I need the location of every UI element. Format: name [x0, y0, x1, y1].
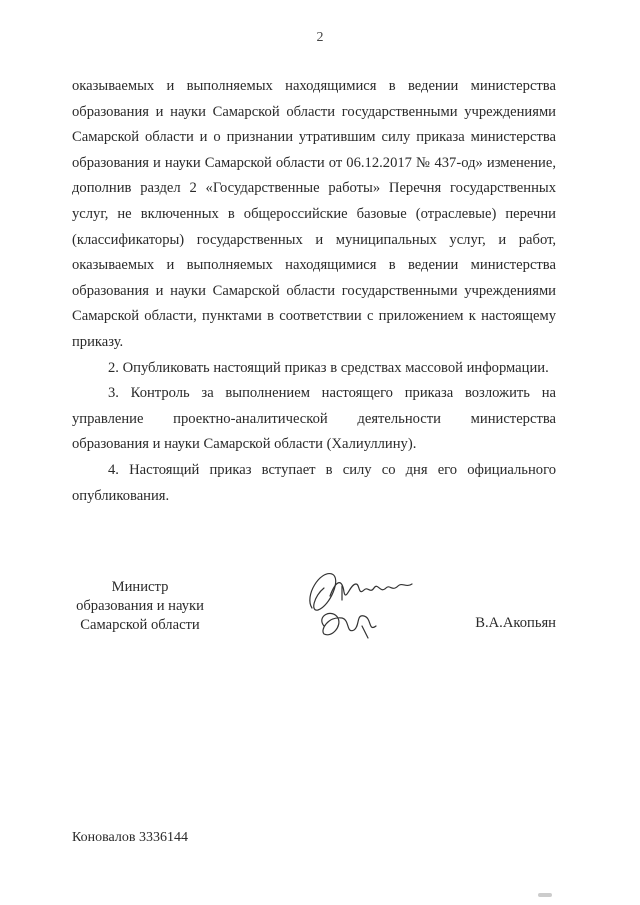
signer-position — [72, 578, 208, 635]
signature-block — [72, 578, 556, 658]
page-number: 2 — [316, 30, 324, 45]
signer-position-line: Министр — [111, 579, 169, 595]
signer-name: В.А.Акопьян — [475, 615, 556, 631]
paragraph-continuation: оказываемых и выполняемых находящимися в ведении министерства образования и науки Самарской области государственными учреждениями Самарской области и о признании утратившим силу приказа министерства образования и науки Самарской области от 06.12.2017 № 437-од» изменение, дополнив раздел 2 «Государственные работы» Перечня государственных услуг, не включенных в общероссийские базовые (отраслевые) перечни (классификаторы) государственных и муниципальных услуг, и работ, оказываемых и выполняемых находящимися в ведении министерства образования и науки Самарской области государственными учреждениями Самарской области, пунктами в соответствии с приложением к настоящему приказу. — [72, 78, 556, 350]
paragraph-item-2: 2. Опубликовать настоящий приказ в средствах массовой информации. — [108, 359, 549, 376]
document-body — [72, 74, 556, 509]
paragraph-item-3: 3. Контроль за выполнением настоящего приказа возложить на управление проектно-аналитической деятельности министерства образования и науки Самарской области (Халиуллину). — [72, 385, 556, 453]
signer-position-line: образования и науки — [76, 598, 204, 614]
signer-position-line: Самарской области — [80, 617, 200, 633]
handwritten-signature — [302, 566, 432, 646]
executor-contact: Коновалов 3336144 — [72, 830, 188, 845]
scan-artifact — [538, 893, 552, 897]
paragraph-item-4: 4. Настоящий приказ вступает в силу со дня его официального опубликования. — [72, 461, 556, 504]
